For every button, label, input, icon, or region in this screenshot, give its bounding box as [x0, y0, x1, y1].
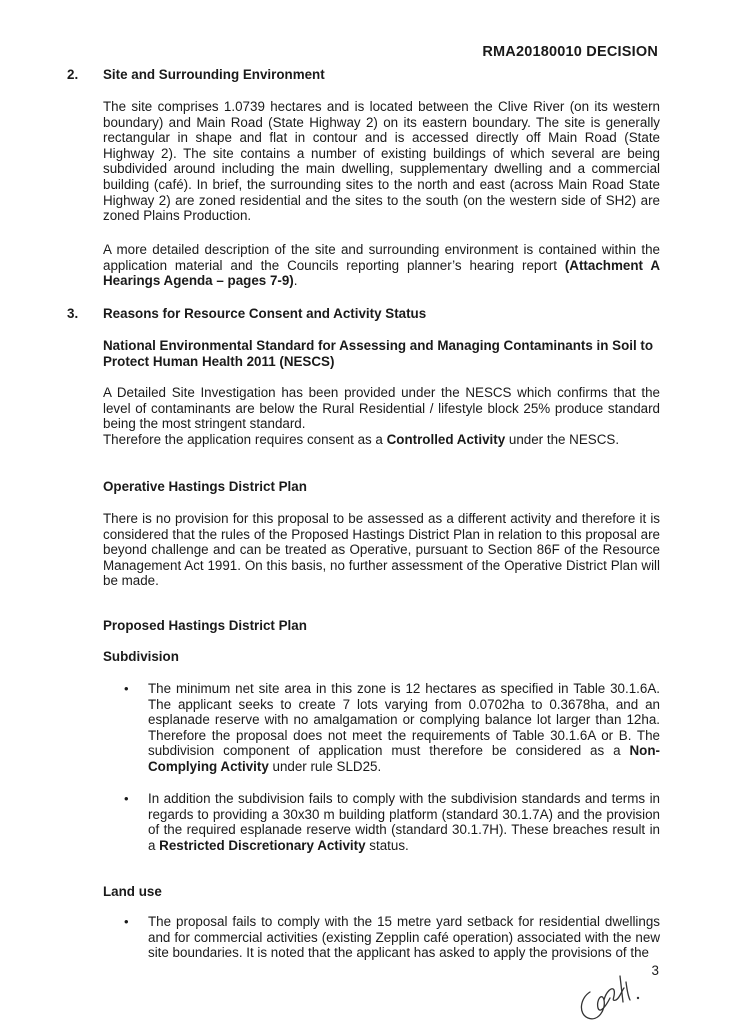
section-3-heading: Reasons for Resource Consent and Activity Status [103, 306, 427, 321]
land-use-bullet-1: The proposal fails to comply with the 15 metre yard setback for residential dwellings and for commercial activities (existing Zepplin café operation) associated with the new site boundaries. It is noted that the applicant has asked to apply the provisions of the [148, 914, 660, 961]
land-use-heading: Land use [103, 884, 162, 899]
paragraph-end: under the NESCS. [505, 432, 620, 447]
activity-status: Controlled Activity [386, 432, 506, 447]
bullet-end: under rule SLD25. [268, 758, 382, 774]
paragraph-text: A more detailed description of the site and surrounding environment is contained within the application material and the Councils reporting planner’s hearing report [103, 242, 660, 273]
activity-status: Non-Complying Activity [148, 743, 660, 774]
nescs-paragraph-1: A Detailed Site Investigation has been provided under the NESCS which confirms that the level of contaminants are below the Rural Residential / lifestyle block 25% produce standard being the most stringent standard. [103, 385, 660, 432]
attachment-reference: (Attachment A Hearings Agenda – pages 7-9) [103, 257, 660, 289]
paragraph-end: . [293, 273, 298, 289]
proposed-plan-heading: Proposed Hastings District Plan [103, 618, 307, 633]
paragraph-text: Therefore the application requires consent as a [103, 432, 387, 447]
activity-status: Restricted Discretionary Activity [159, 837, 366, 853]
section-2-paragraph-1: The site comprises 1.0739 hectares and is located between the Clive River (on its western boundary) and Main Road (State Highway 2) on its eastern boundary. The site is generally rectangular in shape and flat in contour and is accessed directly off Main Road (State Highway 2). The site contains a number of existing buildings of which several are being subdivided around including the main dwelling, supplementary dwelling and a commercial building (café). In brief, the surrounding sites to the north and east (across Main Road State Highway 2) are zoned residential and the sites to the south (on the western side of SH2) are zoned Plains Production. [103, 99, 660, 224]
nescs-heading: National Environmental Standard for Assessing and Managing Contaminants in Soil to Protect Human Health 2011 (NESCS) [103, 338, 654, 369]
document-reference: RMA20180010 DECISION [482, 44, 658, 60]
subdivision-heading: Subdivision [103, 649, 179, 664]
subdivision-bullet-1 [148, 681, 660, 775]
section-2-heading: Site and Surrounding Environment [103, 67, 325, 82]
section-3-number: 3. [67, 306, 79, 321]
bullet-icon: • [124, 914, 129, 929]
signature-icon [576, 970, 656, 1025]
page-number: 3 [651, 963, 659, 978]
section-2-paragraph-2 [103, 242, 660, 289]
bullet-icon: • [124, 791, 129, 806]
bullet-text: The minimum net site area in this zone is 12 hectares as specified in Table 30.1.6A. The applicant seeks to create 7 lots varying from 0.0702ha to 0.3678ha, and an esplanade reserve with no amalgamation or complying balance lot larger than 12ha. Therefore the proposal does not meet the requirements of Table 30.1.6A or B. The subdivision component of application must therefore be considered as a [148, 681, 660, 759]
operative-plan-paragraph: There is no provision for this proposal to be assessed as a different activity and therefore it is considered that the rules of the Proposed Hastings District Plan in relation to this proposal are beyond challenge and can be treated as Operative, pursuant to Section 86F of the Resource Management Act 1991. On this basis, no further assessment of the Operative District Plan will be made. [103, 511, 660, 589]
nescs-paragraph-2 [103, 432, 660, 448]
bullet-icon: • [124, 681, 129, 696]
subdivision-bullet-2 [148, 791, 660, 853]
section-2-number: 2. [67, 67, 79, 82]
bullet-end: status. [365, 837, 409, 853]
bullet-text: In addition the subdivision fails to comply with the subdivision standards and terms in regards to providing a 30x30 m building platform (standard 30.1.7A) and the provision of the required esplanade reserve width (standard 30.1.7H). These breaches result in a [148, 791, 660, 853]
operative-plan-heading: Operative Hastings District Plan [103, 479, 307, 494]
